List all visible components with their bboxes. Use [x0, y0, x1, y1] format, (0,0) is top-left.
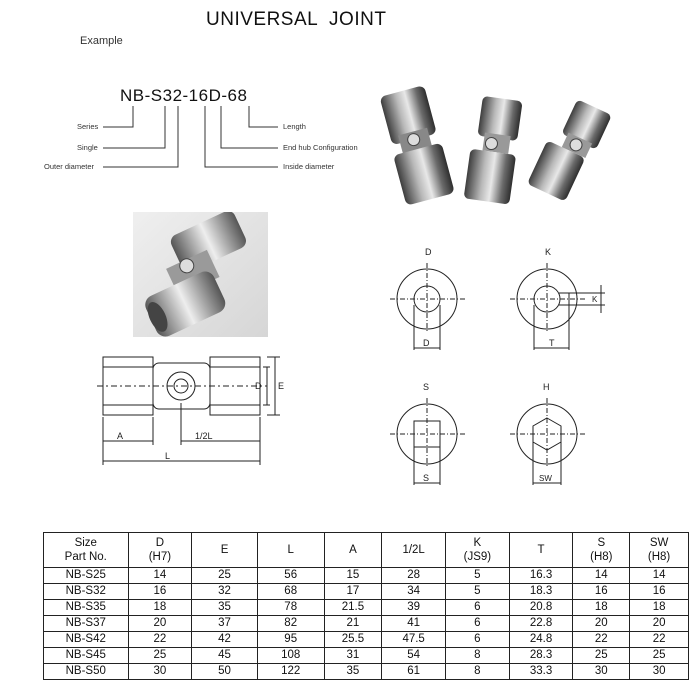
table-cell: 25 [128, 648, 192, 664]
table-cell: 18 [630, 600, 689, 616]
column-header-line1: L [287, 544, 294, 556]
label-end-hub: End hub Configuration [283, 143, 358, 152]
table-cell: 14 [128, 568, 192, 584]
bore-round-dim: D [423, 338, 430, 348]
table-cell: 39 [382, 600, 446, 616]
table-cell: 56 [257, 568, 324, 584]
bore-keyway-title: K [545, 247, 552, 257]
part-number-cell: NB-S35 [44, 600, 129, 616]
column-header-line1: K [473, 537, 482, 549]
table-cell: 30 [630, 664, 689, 680]
column-header [573, 533, 630, 568]
table-cell: 24.8 [509, 632, 573, 648]
column-header [445, 533, 509, 568]
table-cell: 5 [445, 584, 509, 600]
column-header-line1: A [349, 544, 357, 556]
column-header [44, 533, 129, 568]
table-cell: 20 [573, 616, 630, 632]
column-header-line2: (H7) [148, 551, 172, 563]
table-cell: 50 [192, 664, 258, 680]
dim-l-label: L [165, 451, 171, 461]
table-cell: 20 [630, 616, 689, 632]
table-header-row [44, 533, 689, 568]
column-header [382, 533, 446, 568]
column-header-line1: S [597, 537, 606, 549]
part-number-cell: NB-S37 [44, 616, 129, 632]
column-header-line2: (H8) [590, 551, 613, 563]
table-cell: 82 [257, 616, 324, 632]
part-number-cell: NB-S32 [44, 584, 129, 600]
table-cell: 68 [257, 584, 324, 600]
table-cell: 14 [573, 568, 630, 584]
three-joints-photo [380, 70, 620, 220]
bore-square-title: S [423, 382, 430, 392]
table-cell: 30 [573, 664, 630, 680]
table-cell: 6 [445, 616, 509, 632]
table-cell: 54 [382, 648, 446, 664]
bore-hex-dim: SW [539, 474, 552, 483]
part-number-cell: NB-S42 [44, 632, 129, 648]
column-header-line1: SW [649, 537, 669, 549]
table-cell: 20 [128, 616, 192, 632]
bore-keyway-drawing [505, 245, 615, 357]
table-cell: 28 [382, 568, 446, 584]
column-header-line1: D [155, 537, 165, 549]
table-cell: 28.3 [509, 648, 573, 664]
column-header-line2: (JS9) [463, 551, 492, 563]
table-cell: 95 [257, 632, 324, 648]
table-cell: 18 [128, 600, 192, 616]
table-cell: 20.8 [509, 600, 573, 616]
specs-table [43, 532, 689, 680]
table-cell: 61 [382, 664, 446, 680]
table-cell: 22 [630, 632, 689, 648]
example-label: Example [80, 35, 123, 47]
label-outer-diameter: Outer diameter [44, 162, 95, 171]
column-header-line2: Part No. [64, 551, 107, 563]
table-row [44, 616, 689, 632]
label-length: Length [283, 122, 306, 131]
table-cell: 32 [192, 584, 258, 600]
part-number-cell: NB-S25 [44, 568, 129, 584]
table-cell: 21 [324, 616, 382, 632]
table-cell: 34 [382, 584, 446, 600]
table-cell: 25 [192, 568, 258, 584]
table-row [44, 648, 689, 664]
table-cell: 5 [445, 568, 509, 584]
table-cell: 6 [445, 600, 509, 616]
table-cell: 22 [573, 632, 630, 648]
column-header [630, 533, 689, 568]
table-cell: 17 [324, 584, 382, 600]
bore-round-title: D [425, 247, 432, 257]
column-header [192, 533, 258, 568]
table-cell: 122 [257, 664, 324, 680]
bore-keyway-dim: T [549, 338, 555, 348]
table-row [44, 664, 689, 680]
part-number-cell: NB-S45 [44, 648, 129, 664]
table-cell: 33.3 [509, 664, 573, 680]
column-header-line1: Size [74, 537, 97, 549]
column-header-line1: 1/2L [402, 544, 425, 556]
table-cell: 8 [445, 664, 509, 680]
table-cell: 37 [192, 616, 258, 632]
bore-keyway-side-dim: K [592, 295, 598, 304]
table-cell: 16 [630, 584, 689, 600]
table-cell: 22.8 [509, 616, 573, 632]
table-cell: 25 [630, 648, 689, 664]
table-cell: 41 [382, 616, 446, 632]
table-cell: 22 [128, 632, 192, 648]
column-header-line2: (H8) [647, 551, 671, 563]
page-title: UNIVERSAL JOINT [206, 9, 387, 30]
table-cell: 6 [445, 632, 509, 648]
example-part-code: NB-S32-16D-68 [120, 86, 248, 105]
table-cell: 14 [630, 568, 689, 584]
table-cell: 16.3 [509, 568, 573, 584]
column-header [324, 533, 382, 568]
table-cell: 25 [573, 648, 630, 664]
table-row [44, 632, 689, 648]
dim-half-l-label: 1/2L [195, 431, 213, 441]
table-cell: 35 [192, 600, 258, 616]
bore-hex-drawing [505, 380, 595, 490]
joint-technical-drawing [95, 345, 295, 470]
table-row [44, 584, 689, 600]
bore-hex-title: H [543, 382, 550, 392]
dim-d-label: D [255, 381, 262, 391]
table-cell: 18.3 [509, 584, 573, 600]
table-cell: 42 [192, 632, 258, 648]
column-header [128, 533, 192, 568]
single-joint-photo [133, 212, 268, 337]
label-inside-diameter: Inside diameter [283, 162, 335, 171]
table-cell: 16 [128, 584, 192, 600]
table-row [44, 600, 689, 616]
label-single: Single [77, 143, 98, 152]
table-cell: 25.5 [324, 632, 382, 648]
bore-square-drawing [385, 380, 475, 490]
dim-a-label: A [117, 431, 124, 441]
column-header-line1: T [537, 544, 545, 556]
table-cell: 78 [257, 600, 324, 616]
table-cell: 16 [573, 584, 630, 600]
column-header-line1: E [220, 544, 229, 556]
dim-e-label: E [278, 381, 285, 391]
column-header [509, 533, 573, 568]
table-cell: 21.5 [324, 600, 382, 616]
table-body [44, 568, 689, 680]
table-cell: 30 [128, 664, 192, 680]
table-cell: 45 [192, 648, 258, 664]
table-cell: 108 [257, 648, 324, 664]
column-header [257, 533, 324, 568]
table-cell: 18 [573, 600, 630, 616]
table-cell: 31 [324, 648, 382, 664]
table-row [44, 568, 689, 584]
table-cell: 35 [324, 664, 382, 680]
table-cell: 15 [324, 568, 382, 584]
part-number-cell: NB-S50 [44, 664, 129, 680]
bore-square-dim: S [423, 473, 430, 483]
table-cell: 8 [445, 648, 509, 664]
bore-round-drawing [385, 245, 475, 357]
table-cell: 47.5 [382, 632, 446, 648]
label-series: Series [77, 122, 99, 131]
